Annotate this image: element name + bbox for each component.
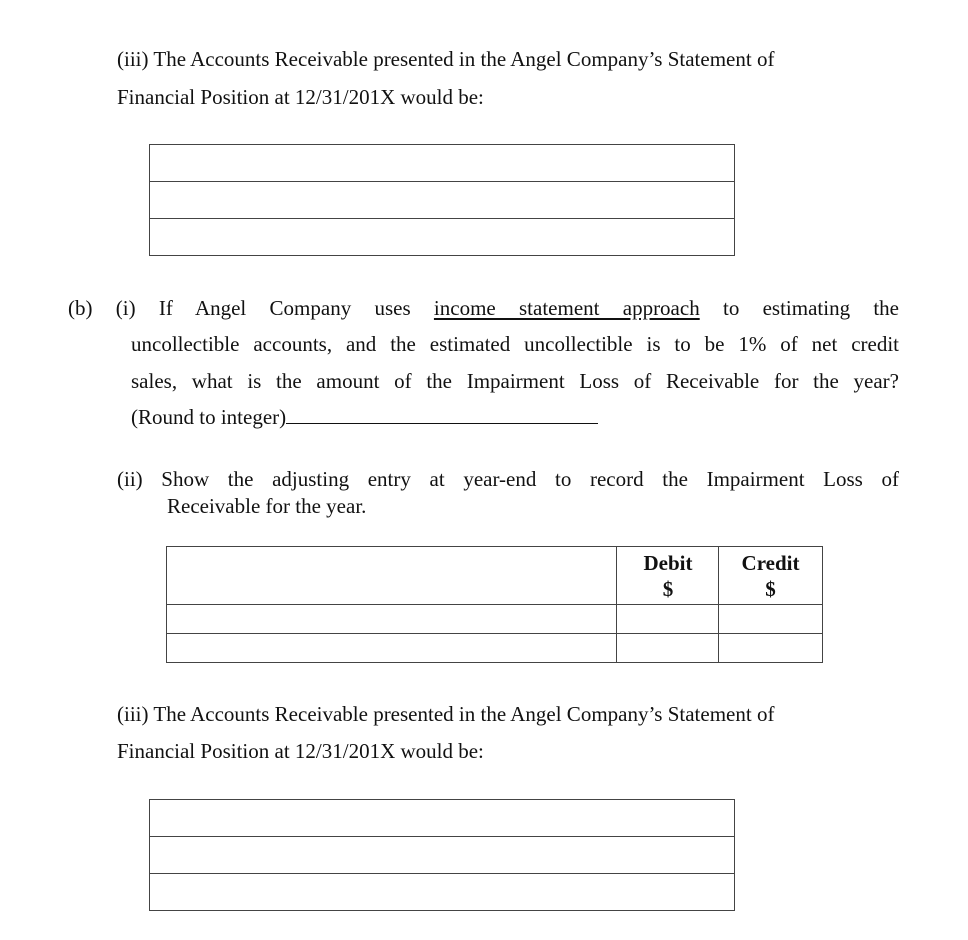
debit-column-header (618, 550, 718, 602)
question-iii-bottom-line1: (iii) The Accounts Receivable presented in the Angel Company’s Statement of (117, 702, 775, 726)
question-b-i-round-note: (Round to integer) (131, 405, 287, 429)
journal-row-divider-2 (167, 633, 822, 634)
answer-box-bottom (149, 799, 735, 911)
answer-box-top (149, 144, 735, 256)
answer-box-top-divider-1 (150, 181, 734, 182)
question-b-i-underlined-term: income statement approach (433, 296, 700, 320)
question-b-i-line3: sales, what is the amount of the Impairment Loss of Receivable for the year? (131, 369, 899, 393)
question-iii-top-line2: Financial Position at 12/31/201X would be: (117, 85, 484, 109)
debit-unit: $ (662, 577, 674, 601)
question-b-ii-line2: Receivable for the year. (167, 494, 367, 518)
answer-box-top-divider-2 (150, 218, 734, 219)
question-iii-bottom-line2: Financial Position at 12/31/201X would be: (117, 739, 484, 763)
debit-label: Debit (643, 551, 693, 575)
journal-row-divider-1 (167, 604, 822, 605)
credit-label: Credit (741, 551, 800, 575)
journal-entry-table (166, 546, 823, 663)
question-b-i-suffix: to estimating the (722, 296, 900, 320)
question-iii-top-line1: (iii) The Accounts Receivable presented in the Angel Company’s Statement of (117, 47, 775, 71)
question-b-i-line2: uncollectible accounts, and the estimated uncollectible is to be 1% of net credit (131, 332, 899, 356)
credit-unit: $ (765, 577, 776, 601)
answer-blank-line[interactable] (286, 405, 598, 424)
question-b-i-line4 (131, 405, 598, 429)
question-b-ii-line1: (ii) Show the adjusting entry at year-end to record the Impairment Loss of (117, 467, 899, 491)
answer-box-bottom-divider-1 (150, 836, 734, 837)
question-b-i-prefix: (b) (i) If Angel Company uses (68, 296, 411, 320)
answer-box-bottom-divider-2 (150, 873, 734, 874)
credit-column-header (720, 550, 821, 602)
question-b-i-line1 (68, 296, 899, 320)
